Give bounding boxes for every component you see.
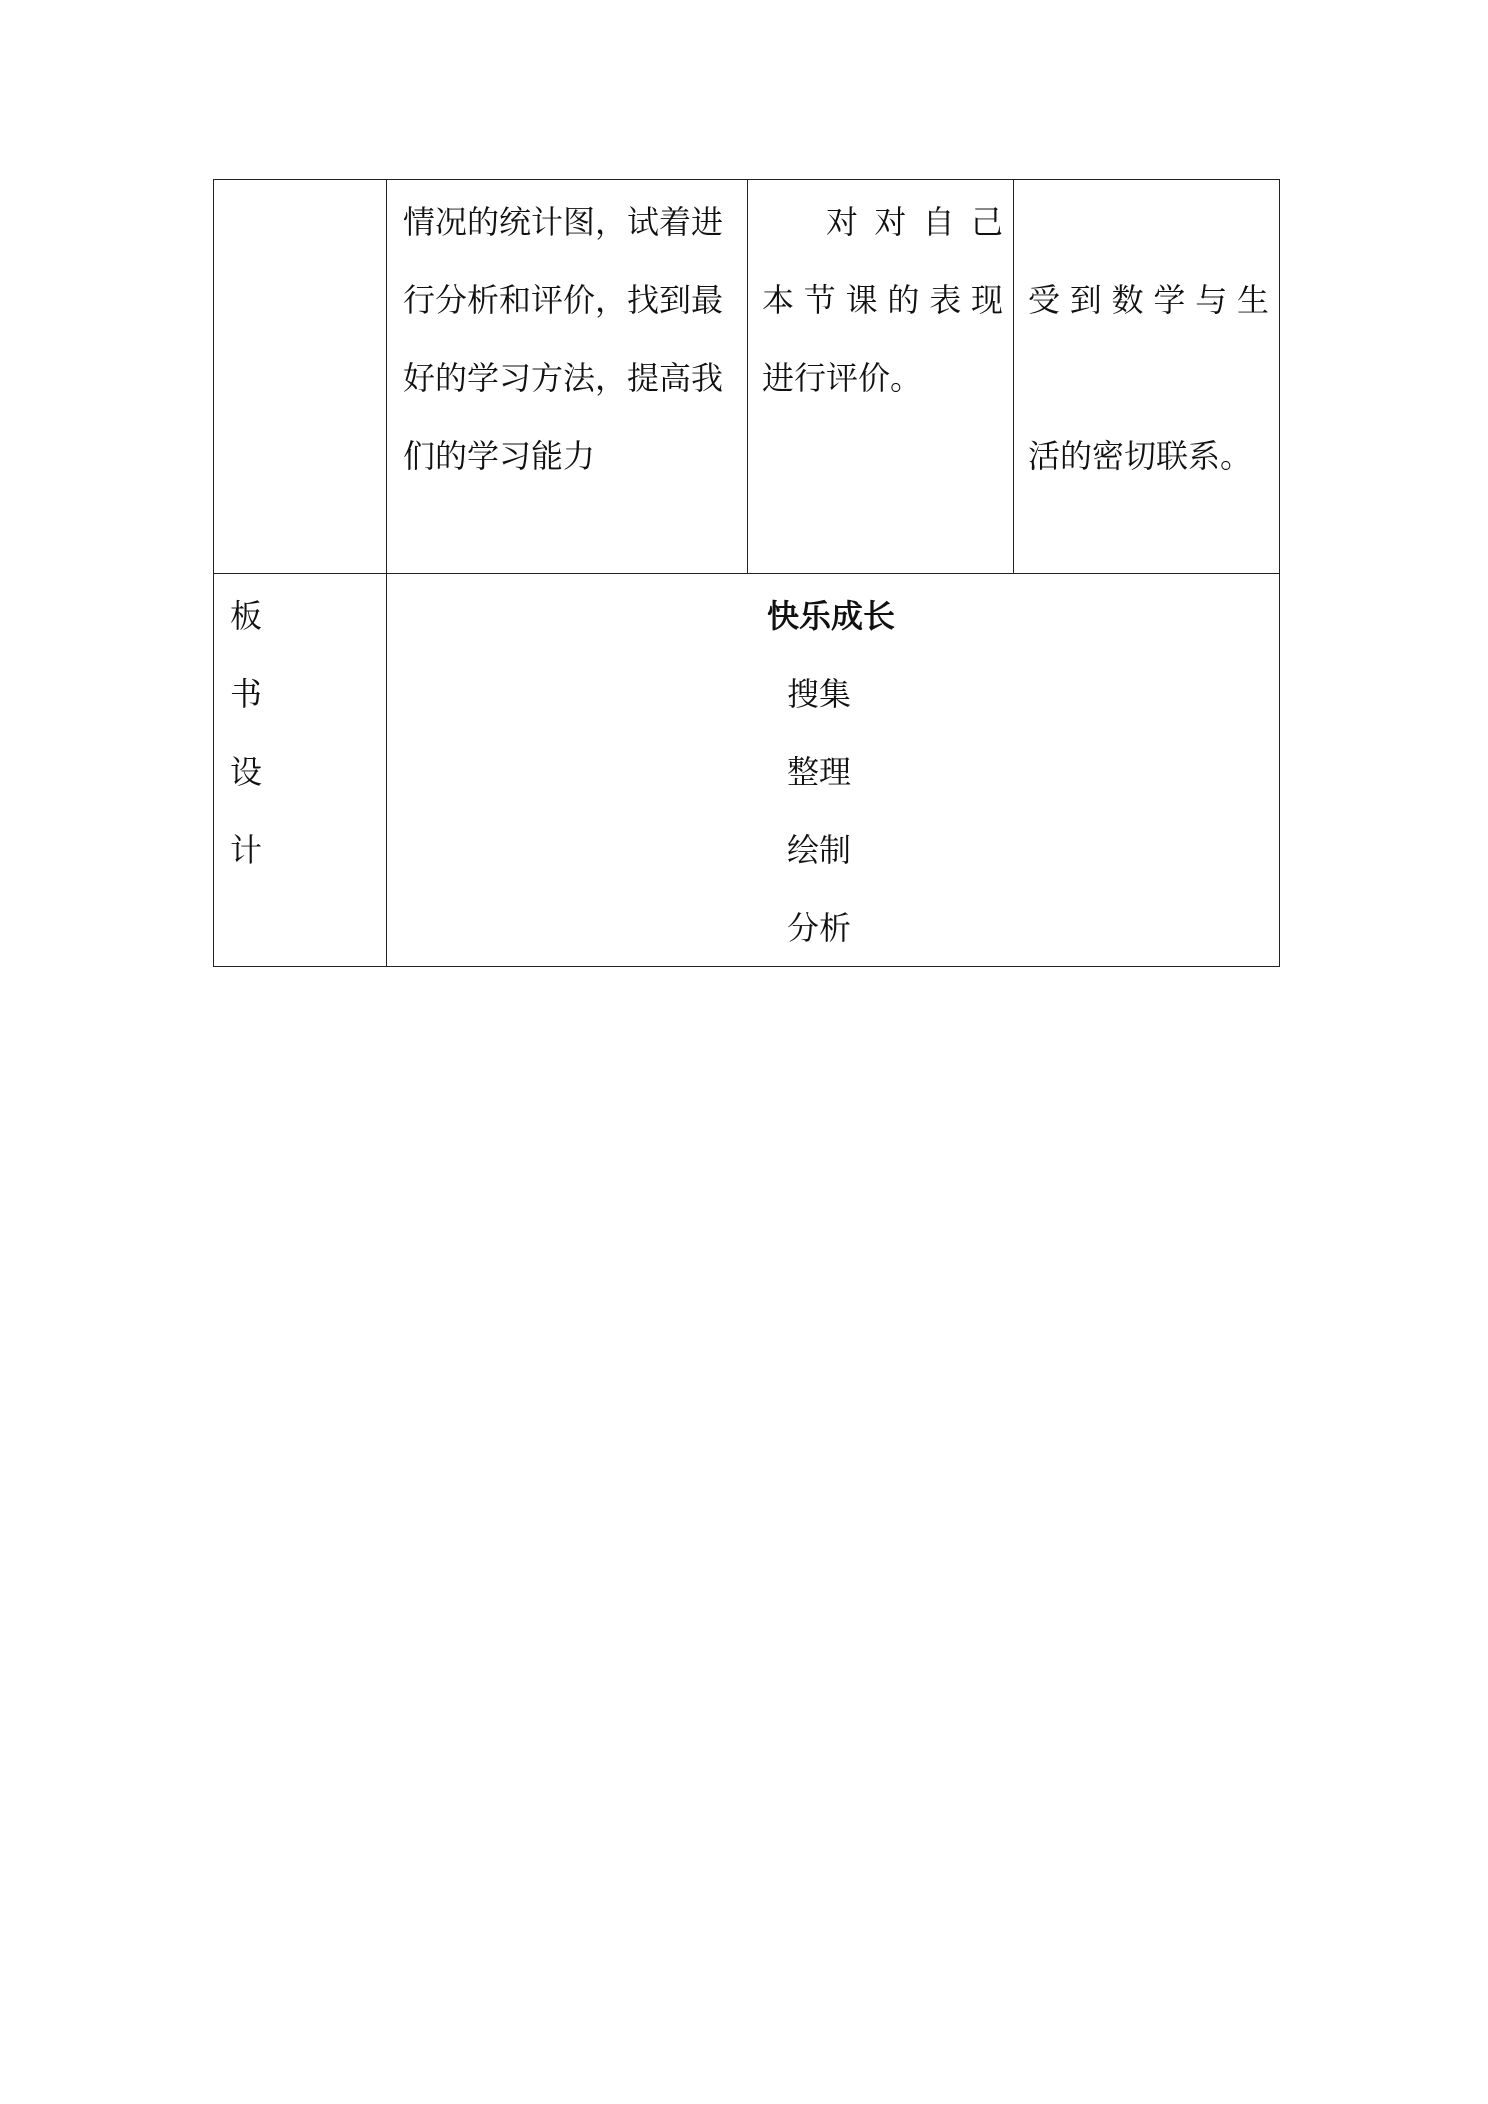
- board-design-content-cell: [387, 574, 1280, 967]
- activity-row: [214, 180, 1280, 574]
- board-design-label: [214, 577, 386, 889]
- label-char-2: 书: [230, 675, 263, 713]
- board-design-label-cell: [214, 574, 387, 967]
- student-line-1: 对对自己: [826, 203, 1003, 241]
- intent-line-2: 活的密切联系。: [1028, 437, 1253, 475]
- activity-description-cell: [387, 180, 748, 574]
- board-step-item: 整理: [787, 753, 852, 791]
- board-design-row: [214, 574, 1280, 967]
- board-title: 快乐成长: [767, 597, 896, 635]
- student-line-2: 本节课的表现: [762, 281, 1003, 319]
- label-char-4: 计: [230, 831, 263, 869]
- label-char-3: 设: [230, 753, 263, 791]
- design-intent-text: [1014, 183, 1279, 573]
- student-activity-cell: [748, 180, 1014, 574]
- lesson-plan-table: [213, 179, 1280, 967]
- board-step-item: 分析: [787, 909, 852, 947]
- student-activity-text: [748, 183, 1013, 417]
- board-step-item: 搜集: [787, 675, 852, 713]
- intent-line-1: 受到数学与生: [1028, 281, 1269, 319]
- activity-description-text: [387, 183, 747, 495]
- activity-line-4: 们的学习能力: [403, 437, 596, 475]
- activity-line-2: 行分析和评价，找到最: [403, 281, 724, 319]
- student-line-3: 进行评价。: [762, 359, 923, 397]
- board-content: [387, 574, 1279, 966]
- label-char-1: 板: [230, 597, 263, 635]
- activity-line-3: 好的学习方法，提高我: [403, 359, 724, 397]
- activity-line-1: 情况的统计图，试着进: [403, 203, 724, 241]
- design-intent-cell: [1014, 180, 1280, 574]
- board-step-item: 绘制: [787, 831, 852, 869]
- empty-label-cell: [214, 180, 387, 574]
- board-steps-list: [787, 655, 851, 967]
